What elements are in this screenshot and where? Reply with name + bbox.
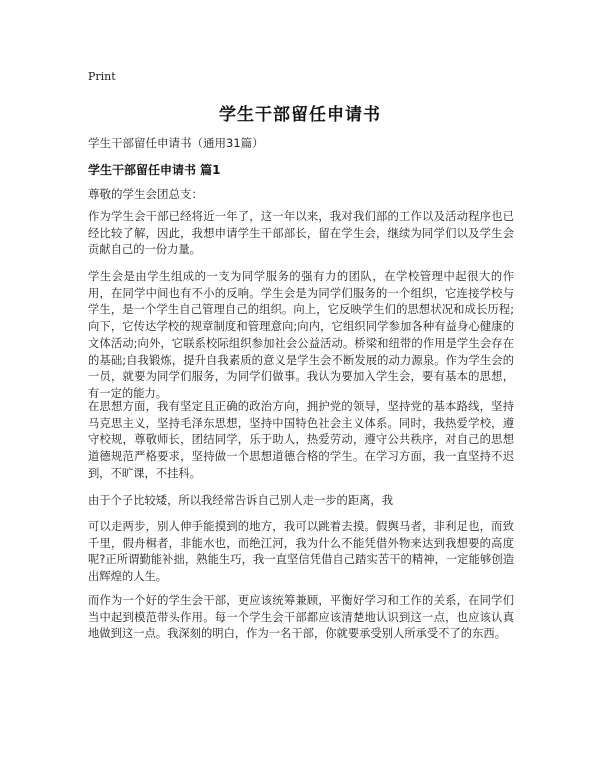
paragraph: 可以走两步，别人伸手能摸到的地方，我可以跳着去摸。假舆马者，非利足也，而致千里，假舟楫者，非能水也，而绝江河，我为什么不能凭借外物来达到我想要的高度呢?正所谓勤能补拙，熟能生巧，我一直坚信凭借自己踏实苦干的精神，一定能够创造出辉煌的人生。 bbox=[88, 520, 514, 584]
print-link[interactable]: Print bbox=[88, 70, 116, 83]
paragraph: 而作为一个好的学生会干部，更应该统筹兼顾，平衡好学习和工作的关系，在同学们当中起到模范带头作用。每一个学生会干部都应该清楚地认识到这一点，也应该认真地做到这一点。我深刻的明白，作为一名干部，你就要承受别人所承受不了的东西。 bbox=[88, 594, 514, 641]
page-title: 学生干部留任申请书 bbox=[219, 105, 381, 125]
paragraph: 作为学生会干部已经将近一年了，这一年以来，我对我们部的工作以及活动程序也已经比较了解，因此，我想申请学生干部部长，留在学生会，继续为同学们以及学生会贡献自己的一份力量。 bbox=[88, 210, 514, 257]
paragraph: 在思想方面，我有坚定且正确的政治方向，拥护党的领导，坚持党的基本路线，坚持马克思主义，坚持毛泽东思想，坚持中国特色社会主义体系。同时，我热爱学校，遵守校规，尊敬师长，团结同学，乐于助人，热爱劳动，遵守公共秩序，对自己的思想道德规范严格要求，坚持做一个思想道德合格的学生。在学习方面，我一直坚持不迟到，不旷课，不挂科。 bbox=[88, 400, 514, 480]
salutation: 尊敬的学生会团总支： bbox=[88, 187, 203, 201]
paragraph: 学生会是由学生组成的一支为同学服务的强有力的团队，在学校管理中起很大的作用，在同学中间也有不小的反响。学生会是为同学们服务的一个组织，它连接学校与学生，是一个学生自己管理自己的组织。向上，它反映学生们的思想状况和成长历程;向下，它传达学校的规章制度和管理意向;向内，它组织同学参加各种有益身心健康的文体活动;向外，它联系校际组织参加社会公益活动。桥梁和纽带的作用是学生会存在的基础;自我锻炼，提升自我素质的意义是学生会不断发展的动力源泉。作为学生会的一员，就要为同学们服务，为同学们做事。我认为要加入学生会，要有基本的思想，有一定的能力。 bbox=[88, 270, 514, 400]
document-subtitle: 学生干部留任申请书（通用31篇） bbox=[88, 136, 264, 150]
paragraph: 由于个子比较矮，所以我经常告诉自己别人走一步的距离，我 bbox=[88, 494, 394, 507]
section-heading: 学生干部留任申请书 篇1 bbox=[88, 163, 221, 177]
